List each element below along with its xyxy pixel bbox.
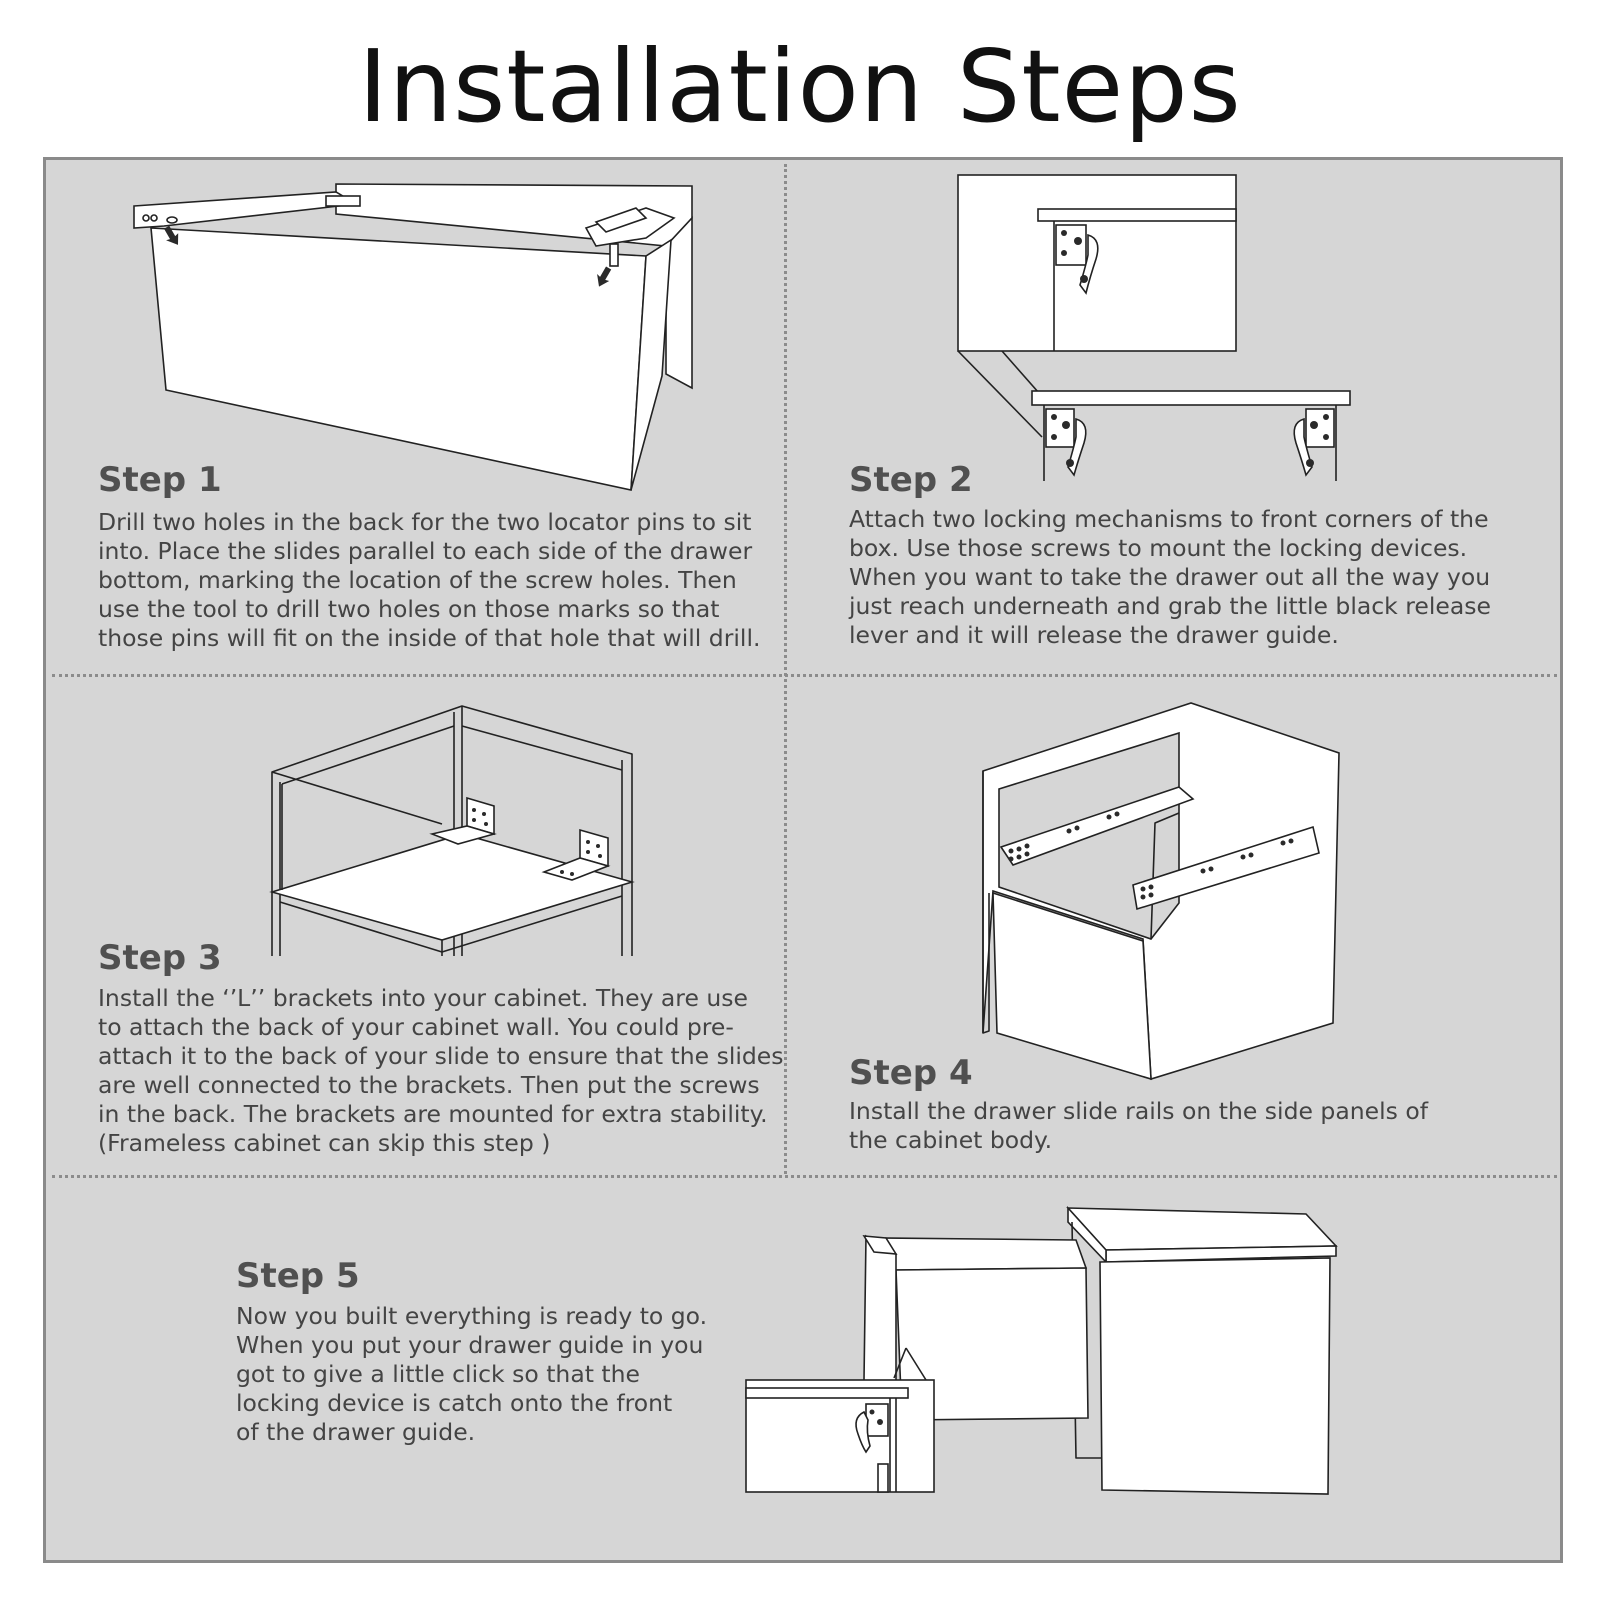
l-bracket-cabinet-illustration (272, 706, 642, 956)
drawer-inserted-illustration (746, 1208, 1346, 1498)
instructions-panel (43, 157, 1563, 1563)
drawer-locator-pins-illustration (126, 178, 706, 498)
step-1-title: Step 1 (98, 460, 222, 500)
step-2-text: Attach two locking mechanisms to front corners of the box. Use those screws to mount the locking devices. When you want to take the drawer out all the way you just reach underneath and grab the little black release lever and it will release the drawer guide. (849, 505, 1491, 649)
step-4-text: Install the drawer slide rails on the side panels of the cabinet body. (849, 1097, 1428, 1154)
locking-mechanism-illustration (958, 175, 1378, 485)
divider-column (784, 164, 787, 1174)
divider-row-1 (52, 674, 1557, 677)
divider-row-2 (52, 1175, 1557, 1178)
step-2-title: Step 2 (849, 460, 973, 500)
step-3-title: Step 3 (98, 938, 222, 978)
step-5-text: Now you built everything is ready to go. When you put your drawer guide in you got to give a little click so that the locking device is catch onto the front of the drawer guide. (236, 1302, 708, 1446)
step-3-text: Install the ‘’L’’ brackets into your cabinet. They are use to attach the back of your cabinet wall. You could pre- attach it to the back of your slide to ensure that the slides are well connected to the brackets. Then put the screws in the back. The brackets are mounted for extra stability. (Frameless cabinet can skip this step ) (98, 984, 784, 1157)
slide-rails-cabinet-illustration (983, 703, 1348, 1083)
step-1-text: Drill two holes in the back for the two locator pins to sit into. Place the slides parallel to each side of the drawer bottom, marking the location of the screw holes. Then use the tool to drill two holes on those marks so that those pins will fit on the inside of that hole that will drill. (98, 508, 761, 652)
page-title: Installation Steps (358, 28, 1242, 145)
step-4-title: Step 4 (849, 1053, 973, 1093)
step-5-title: Step 5 (236, 1256, 360, 1296)
